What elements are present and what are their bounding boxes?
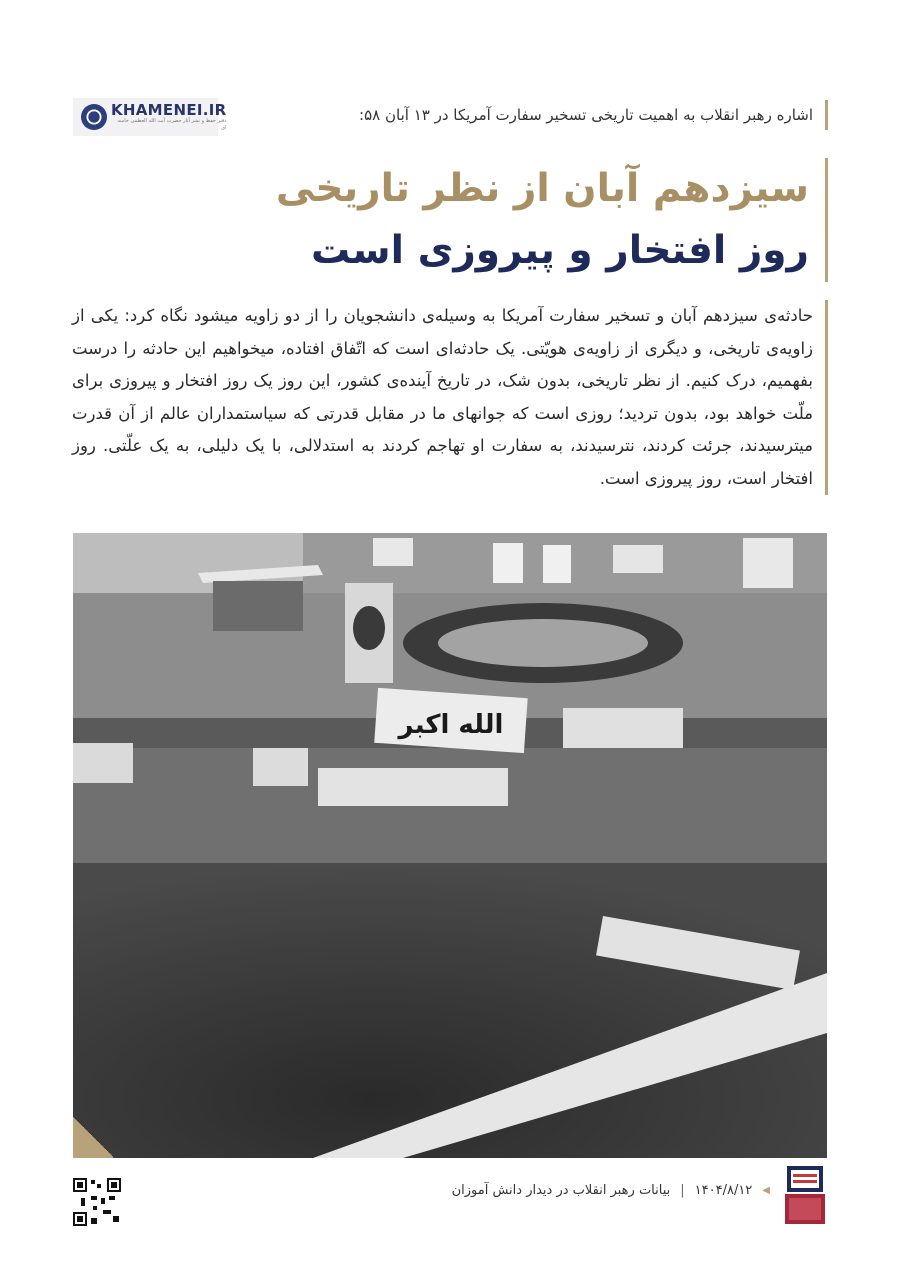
site-logo[interactable] xyxy=(73,98,227,136)
embassy-emblem-icon xyxy=(783,1164,827,1226)
footer-bullet-icon: ◀ xyxy=(762,1184,770,1196)
logo-name: KHAMENEI.IR xyxy=(111,101,227,119)
headline-line-2: روز افتخار و پیروزی است xyxy=(311,228,809,273)
photo-corner-accent xyxy=(73,1115,113,1158)
footer-caption xyxy=(452,1180,770,1200)
footer-source: بیانات رهبر انقلاب در دیدار دانش آموزان xyxy=(451,1182,671,1198)
logo-subtitle: دفتر حفظ و نشر آثار حضرت آیت الله العظمی خامنه ای xyxy=(117,118,227,131)
headline-line-1: سیزدهم آبان از نظر تاریخی xyxy=(275,166,809,211)
footer-separator: | xyxy=(680,1182,685,1198)
historical-photo xyxy=(73,533,827,1158)
headline xyxy=(268,158,828,282)
banner-main-text: الله اکبر xyxy=(398,710,504,740)
footer-date: ۱۴۰۴/۸/۱۲ xyxy=(694,1182,753,1198)
quote-body: حادثه‌ی سیزدهم آبان و تسخیر سفارت آمریکا به وسیله‌ی دانشجویان را از دو زاویه میشود نگاه کرد: یکی از زاویه‌ی تاریخی، و دیگری از زاویه‌ی هویّتی. یک حادثه‌ای است که اتّفاق افتاده، میخواهیم این حادثه را درست بفهمیم، درک کنیم. از نظر تاریخی، بدون شک، در تاریخ آینده‌ی کشور، این روز یک روز افتخار و پیروزی برای ملّت خواهد بود، بدون تردید؛ روزی است که جوانهای ما در مقابل قدرتی که سیاستمداران عالم از آن قدرت میترسیدند، جرئت کردند، نترسیدند، به سفارت او تهاجم کردند به استدلالی، با یک دلیلی، به یک علّتی. روز افتخار است، روز پیروزی است. xyxy=(72,300,828,495)
logo-emblem-icon xyxy=(81,104,107,130)
qr-code-icon[interactable] xyxy=(73,1178,121,1226)
top-note: اشاره رهبر انقلاب به اهمیت تاریخی تسخیر سفارت آمریکا در ۱۳ آبان ۵۸: xyxy=(359,100,828,130)
